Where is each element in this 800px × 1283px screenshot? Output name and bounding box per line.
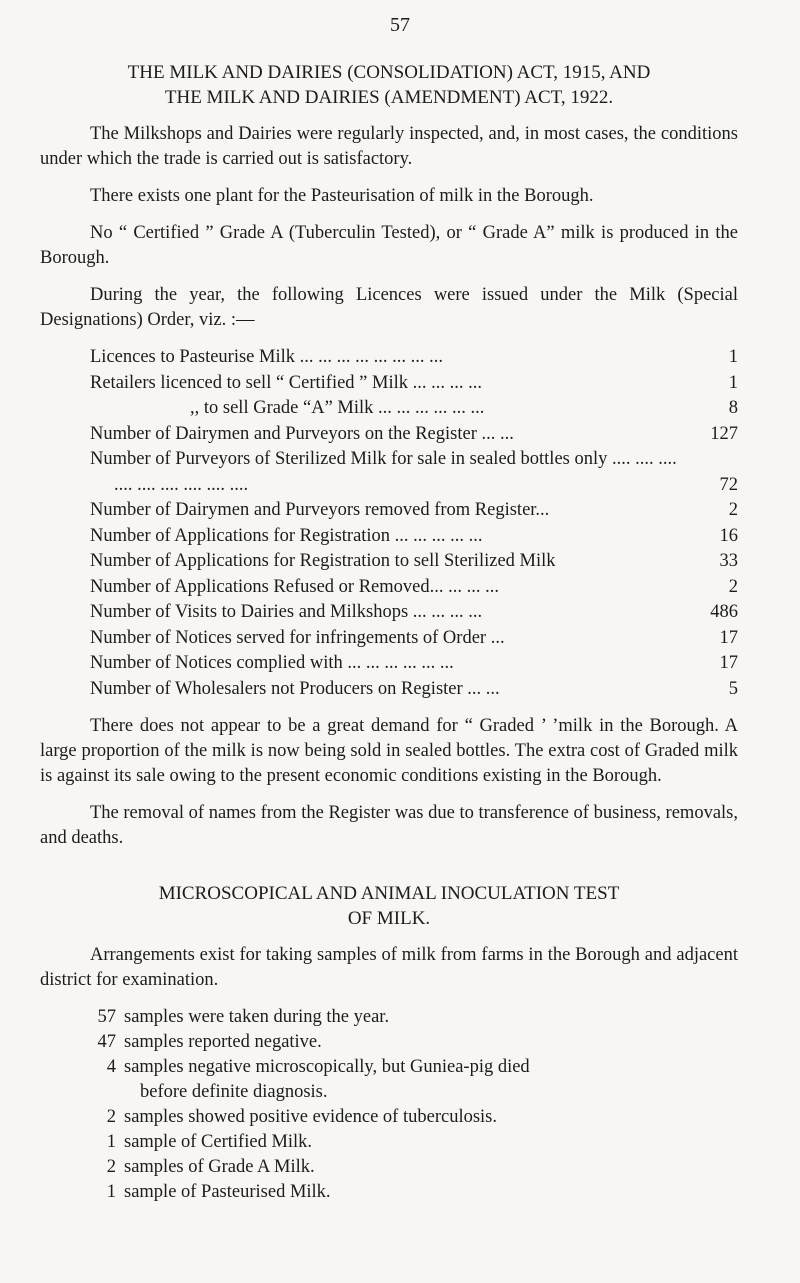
table-row	[90, 371, 738, 397]
page-number: 57	[390, 14, 410, 36]
table-row	[90, 498, 738, 524]
sample-text-continued: before definite diagnosis.	[140, 1082, 328, 1102]
row-label: Retailers licenced to sell “ Certified ” Milk ... ... ... ...	[90, 372, 482, 393]
table-row	[90, 345, 738, 371]
list-item	[90, 1155, 738, 1180]
table-row	[90, 524, 738, 550]
row-label: Number of Notices complied with ... ... ... ... ... ...	[90, 653, 454, 673]
sample-text: sample of Certified Milk.	[124, 1132, 313, 1152]
row-value: 1	[728, 347, 738, 367]
removal-paragraph: The removal of names from the Register was due to transference of business, removals, and deaths.	[40, 803, 738, 848]
row-value: 486	[710, 602, 738, 622]
table-row	[90, 396, 738, 422]
list-item	[90, 1130, 738, 1155]
sample-text: samples of Grade A Milk.	[124, 1157, 315, 1177]
sample-text: samples reported negative.	[124, 1032, 322, 1052]
row-label: Licences to Pasteurise Milk ... ... ... ... ... ... ... ...	[90, 347, 443, 367]
row-label: Number of Applications Refused or Removed... ... ... ...	[90, 576, 499, 597]
table-row	[90, 549, 738, 575]
sample-count: 2	[106, 1157, 116, 1177]
row-label: Number of Dairymen and Purveyors removed from Register...	[90, 500, 550, 520]
list-item	[90, 1005, 738, 1030]
sample-text: sample of Pasteurised Milk.	[124, 1182, 331, 1202]
row-value: 8	[728, 398, 738, 418]
list-item	[90, 1180, 738, 1205]
row-value: 1	[728, 372, 738, 393]
row-label: Number of Applications for Registration to sell Sterilized Milk	[90, 551, 556, 571]
row-value: 17	[719, 627, 738, 648]
row-label: Number of Notices served for infringements of Order ...	[90, 627, 505, 648]
table-row	[90, 575, 738, 601]
licences-table	[90, 345, 738, 702]
row-value: 127	[710, 423, 738, 444]
row-value: 5	[728, 678, 738, 699]
sample-count: 4	[106, 1057, 116, 1077]
sample-count: 2	[106, 1107, 116, 1127]
sample-text: samples showed positive evidence of tuberculosis.	[124, 1107, 497, 1127]
sample-count: 1	[106, 1182, 116, 1202]
intro-paragraph: The Milkshops and Dairies were regularly inspected, and, in most cases, the conditions under which the trade is carried out is satisfactory.	[40, 124, 738, 169]
table-row	[90, 600, 738, 626]
row-value: 2	[728, 576, 738, 597]
arrangements-paragraph: Arrangements exist for taking samples of milk from farms in the Borough and adjacent district for examination.	[40, 945, 738, 990]
row-value: 16	[719, 525, 738, 546]
sample-text: samples negative microscopically, but Guniea-pig died	[124, 1057, 530, 1077]
table-row	[90, 447, 738, 498]
row-value: 2	[728, 500, 738, 520]
row-value: 72	[719, 474, 738, 495]
list-item	[90, 1055, 738, 1105]
table-row	[90, 422, 738, 448]
row-label: Number of Visits to Dairies and Milkshops ... ... ... ...	[90, 602, 483, 622]
table-row	[90, 651, 738, 677]
sample-count: 57	[97, 1007, 116, 1027]
table-row	[90, 626, 738, 652]
row-label: ,, to sell Grade “A” Milk ... ... ... ... ... ...	[190, 398, 485, 418]
row-value: 33	[719, 551, 738, 571]
list-item	[90, 1030, 738, 1055]
list-item	[90, 1105, 738, 1130]
table-row	[90, 677, 738, 703]
certified-paragraph: No “ Certified ” Grade A (Tuberculin Tested), or “ Grade A” milk is produced in the Borough.	[40, 223, 738, 268]
samples-list	[90, 1005, 738, 1205]
sample-text: samples were taken during the year.	[124, 1007, 390, 1027]
demand-paragraph: There does not appear to be a great demand for “ Graded ’ ’milk in the Borough. A large proportion of the milk is now being sold in sealed bottles. The extra cost of Graded milk is against its sale owing to the present economic conditions existing in the Borough.	[40, 716, 738, 786]
section-heading-line-1: MICROSCOPICAL AND ANIMAL INOCULATION TEST	[158, 883, 620, 904]
row-label: Number of Applications for Registration ... ... ... ... ...	[90, 525, 483, 546]
main-heading-line-2: THE MILK AND DAIRIES (AMENDMENT) ACT, 1922.	[164, 87, 614, 108]
licences-intro-paragraph: During the year, the following Licences were issued under the Milk (Special Designations) Order, viz. :—	[40, 285, 738, 330]
row-label: Number of Purveyors of Sterilized Milk for sale in sealed bottles only .... .... .... .... .... .... .... .... ....	[90, 449, 677, 495]
section-heading-line-2: OF MILK.	[347, 908, 431, 929]
main-heading-line-1: THE MILK AND DAIRIES (CONSOLIDATION) ACT, 1915, AND	[127, 62, 651, 83]
row-label: Number of Dairymen and Purveyors on the Register ... ...	[90, 423, 514, 444]
sample-count: 47	[97, 1032, 116, 1052]
pasteurisation-paragraph: There exists one plant for the Pasteurisation of milk in the Borough.	[90, 186, 594, 206]
row-label: Number of Wholesalers not Producers on Register ... ...	[90, 678, 500, 699]
sample-count: 1	[106, 1132, 116, 1152]
row-value: 17	[719, 653, 738, 673]
